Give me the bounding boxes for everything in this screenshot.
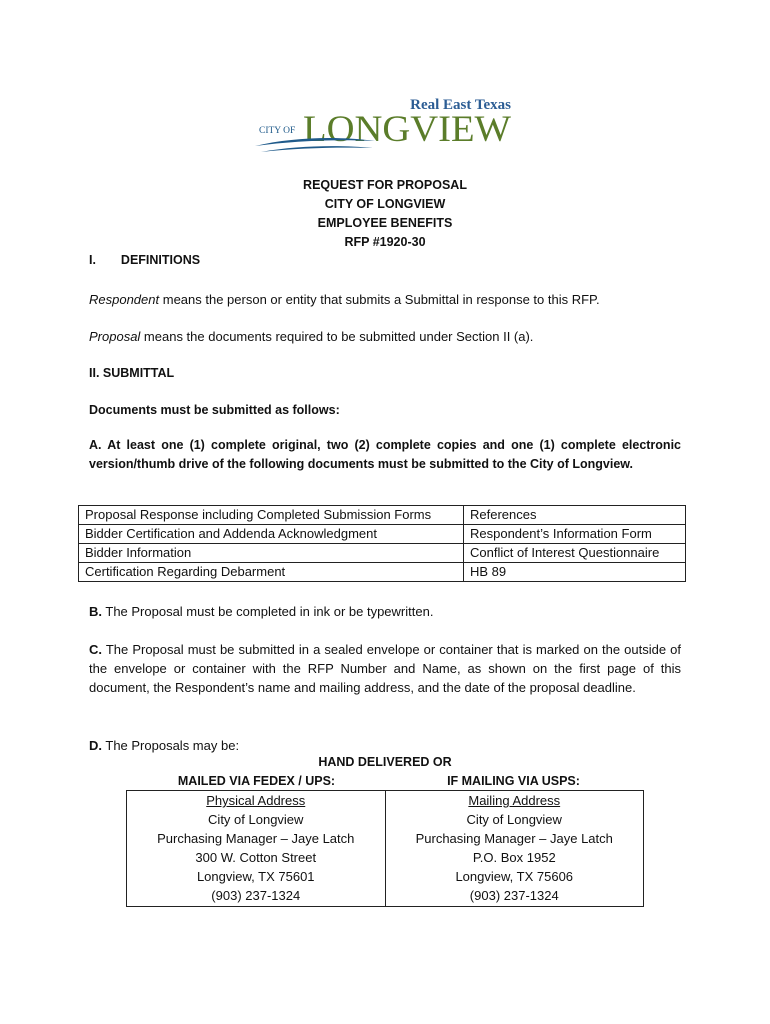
section-2-heading: II. SUBMITTAL [89, 366, 175, 380]
item-b-label: B. [89, 604, 102, 619]
item-c-text: The Proposal must be submitted in a sealed envelope or container that is marked on the outside of the envelope or container with the RFP Number and Name, as shown on the first page of this document, the Respondent’s name and mailing address, and the date of the proposal deadline. [89, 642, 681, 695]
address-line: City of Longview [466, 812, 562, 827]
item-b [89, 602, 681, 621]
section-1-number: I. [89, 253, 96, 267]
respondent-definition [89, 290, 681, 309]
logo-tagline: Real East Texas [410, 97, 511, 113]
item-b-text: The Proposal must be completed in ink or be typewritten. [102, 604, 434, 619]
table-cell: Conflict of Interest Questionnaire [464, 544, 686, 563]
table-row [79, 544, 686, 563]
section-1-title: DEFINITIONS [120, 253, 201, 267]
address-line: Purchasing Manager – Jaye Latch [415, 831, 613, 846]
title-line-4: RFP #1920-30 [344, 235, 426, 249]
address-line: Longview, TX 75606 [455, 869, 574, 884]
table-cell: Bidder Information [79, 544, 464, 563]
item-c [89, 640, 681, 697]
table-cell: Certification Regarding Debarment [79, 563, 464, 582]
address-line: P.O. Box 1952 [472, 850, 556, 865]
proposal-definition [89, 327, 681, 346]
mailing-address-heading: Mailing Address [468, 793, 561, 808]
address-table [126, 790, 644, 907]
item-c-label: C. [89, 642, 102, 657]
respondent-def: means the person or entity that submits a Submittal in response to this RFP. [159, 292, 600, 307]
table-cell: Proposal Response including Completed Submission Forms [79, 506, 464, 525]
item-d-label: D. [89, 738, 102, 753]
documents-table [78, 505, 686, 582]
table-cell: Bidder Certification and Addenda Acknowledgment [79, 525, 464, 544]
logo-name: LONGVIEW [303, 109, 512, 150]
table-row [79, 506, 686, 525]
table-row [79, 525, 686, 544]
document-title [0, 176, 770, 252]
address-line: 300 W. Cotton Street [195, 850, 317, 865]
physical-address-cell [127, 791, 386, 907]
address-line: (903) 237-1324 [211, 888, 301, 903]
title-line-3: EMPLOYEE BENEFITS [317, 216, 453, 230]
table-row [79, 563, 686, 582]
title-line-1: REQUEST FOR PROPOSAL [303, 178, 467, 192]
section-1-heading [89, 251, 681, 270]
delivery-subheadings [128, 772, 642, 791]
mailing-address-cell [385, 791, 644, 907]
address-line: Purchasing Manager – Jaye Latch [157, 831, 355, 846]
delivery-right-heading: IF MAILING VIA USPS: [447, 774, 580, 788]
proposal-term: Proposal [89, 329, 141, 344]
proposal-def: means the documents required to be submitted under Section II (a). [140, 329, 534, 344]
table-cell: References [464, 506, 686, 525]
submittal-intro: Documents must be submitted as follows: [89, 403, 340, 417]
logo-city-of: CITY OF [259, 126, 296, 136]
table-row [127, 791, 644, 907]
address-line: City of Longview [208, 812, 304, 827]
address-line: (903) 237-1324 [469, 888, 559, 903]
delivery-left-heading: MAILED VIA FEDEX / UPS: [177, 774, 336, 788]
city-of-longview-logo [253, 96, 515, 156]
address-line: Longview, TX 75601 [196, 869, 315, 884]
item-d-text: The Proposals may be: [102, 738, 240, 753]
respondent-term: Respondent [89, 292, 160, 307]
table-cell: HB 89 [464, 563, 686, 582]
table-cell: Respondent’s Information Form [464, 525, 686, 544]
item-a: A. At least one (1) complete original, two (2) complete copies and one (1) complete electronic version/thumb drive of the following documents must be submitted to the City of Longview. [89, 438, 681, 471]
physical-address-heading: Physical Address [206, 793, 306, 808]
delivery-heading: HAND DELIVERED OR [318, 755, 452, 769]
title-line-2: CITY OF LONGVIEW [324, 197, 446, 211]
